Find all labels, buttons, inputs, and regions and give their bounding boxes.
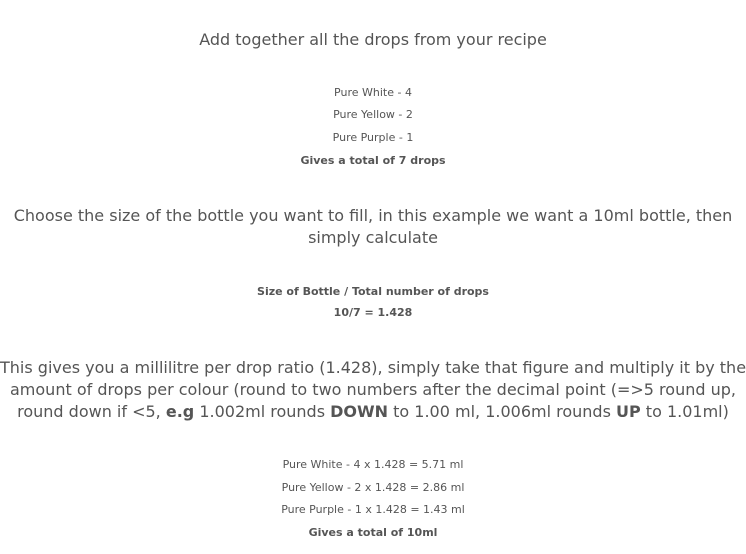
- ratio-line3-eg: e.g: [165, 402, 195, 421]
- recipe-item-white: Pure White - 4: [334, 86, 412, 99]
- calc-total: Gives a total of 10ml: [308, 526, 438, 539]
- recipe-item-yellow: Pure Yellow - 2: [333, 108, 413, 121]
- ratio-line3-part-b: 1.002ml rounds: [194, 402, 331, 421]
- heading-add-drops: Add together all the drops from your recipe: [199, 30, 547, 49]
- ratio-line3-part-d: to 1.01ml): [640, 402, 729, 421]
- calc-item-white: Pure White - 4 x 1.428 = 5.71 ml: [282, 458, 464, 471]
- ratio-line3-down: DOWN: [330, 402, 389, 421]
- ratio-paragraph-line1: This gives you a millilitre per drop ratio (1.428), simply take that figure and multiply it by the: [0, 358, 746, 377]
- ratio-paragraph-line2: amount of drops per colour (round to two numbers after the decimal point (=>5 round up,: [10, 380, 736, 399]
- formula-label: Size of Bottle / Total number of drops: [257, 285, 489, 298]
- ratio-line3-part-a: round down if <5,: [17, 402, 166, 421]
- heading-choose-bottle-line1: Choose the size of the bottle you want to fill, in this example we want a 10ml bottle, then: [13, 206, 733, 225]
- ratio-paragraph-line3: [0, 400, 746, 423]
- recipe-total: Gives a total of 7 drops: [300, 154, 446, 167]
- formula-result: 10/7 = 1.428: [333, 306, 413, 319]
- ratio-line3-up: UP: [616, 402, 641, 421]
- calc-item-yellow: Pure Yellow - 2 x 1.428 = 2.86 ml: [281, 481, 465, 494]
- ratio-line3-part-c: to 1.00 ml, 1.006ml rounds: [388, 402, 616, 421]
- heading-choose-bottle-line2: simply calculate: [308, 228, 438, 247]
- calc-item-purple: Pure Purple - 1 x 1.428 = 1.43 ml: [281, 503, 465, 516]
- recipe-item-purple: Pure Purple - 1: [332, 131, 414, 144]
